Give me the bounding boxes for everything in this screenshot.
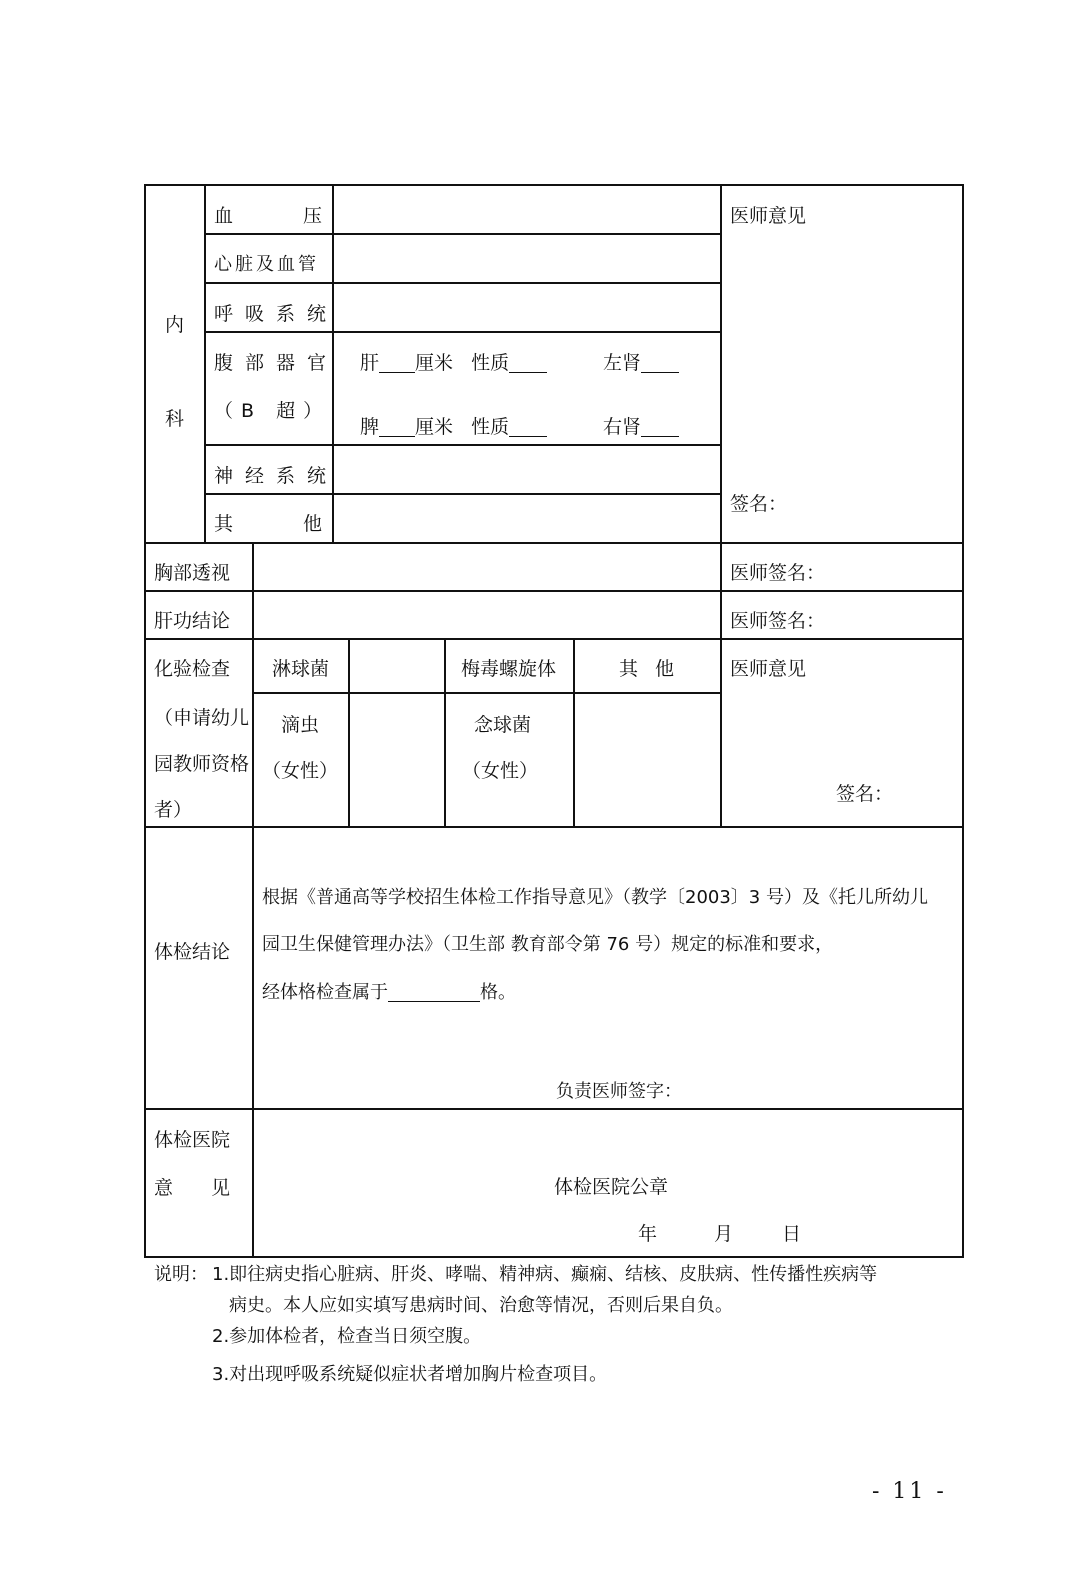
row-label-respiratory: 呼吸系统	[214, 303, 339, 325]
lab-syphilis: 梅毒螺旋体	[461, 658, 557, 680]
row-line	[204, 282, 720, 284]
conclusion-line1: 根据《普通高等学校招生体检工作指导意见》（教学〔2003〕3 号）及《托儿所幼儿	[262, 887, 928, 908]
col-line	[720, 184, 722, 826]
row-label-heart: 心脏及血管	[214, 254, 319, 275]
lab-trichomonas-female: （女性）	[262, 760, 339, 782]
col-line	[573, 638, 575, 826]
lab-candida: 念球菌	[474, 714, 532, 736]
lab-label-line2: （申请幼儿	[154, 707, 250, 729]
lab-other-b: 他	[655, 658, 675, 680]
row-label-other-b: 他	[303, 513, 323, 535]
lab-label-line3: 园教师资格	[154, 753, 250, 775]
neike-sign-label: 签名：	[730, 493, 788, 515]
hospital-label-line1: 体检医院	[154, 1129, 231, 1151]
row-line	[252, 692, 720, 694]
date-year: 年	[638, 1223, 658, 1245]
row-line	[204, 444, 720, 446]
liver-function-label: 肝功结论	[154, 610, 231, 632]
spleen-field: 脾 厘米 性质	[360, 418, 547, 437]
lab-sign-label: 签名：	[836, 783, 894, 805]
col-line	[204, 184, 206, 542]
col-line	[252, 542, 254, 1258]
neike-opinion-label: 医师意见	[730, 205, 807, 227]
row-label-nervous: 神经系统	[214, 465, 339, 487]
row-label-abdomen-b-ultrasound: （B 超）	[214, 400, 331, 422]
row-line	[204, 233, 720, 235]
row-line	[144, 542, 964, 544]
row-line	[144, 590, 964, 592]
grade-blank[interactable]	[388, 983, 480, 1002]
notes-item3: 3.对出现呼吸系统疑似症状者增加胸片检查项目。	[212, 1364, 608, 1385]
notes-item1-line1: 1.即往病史指心脏病、肝炎、哮喘、精神病、癫痫、结核、皮肤病、性传播性疾病等	[212, 1264, 878, 1285]
conclusion-line2: 园卫生保健管理办法》（卫生部 教育部令第 76 号）规定的标准和要求，	[262, 934, 834, 955]
dept-label-nei: 内	[165, 314, 185, 336]
doctor-sign-label: 负责医师签字：	[556, 1081, 682, 1102]
left-kidney-field: 左肾	[603, 354, 679, 373]
lab-trichomonas: 滴虫	[281, 714, 320, 736]
hospital-label-line2-a: 意	[154, 1177, 174, 1199]
lab-opinion-label: 医师意见	[730, 658, 807, 680]
date-day: 日	[782, 1223, 802, 1245]
row-line	[144, 826, 964, 828]
page-number: - 11 -	[872, 1479, 947, 1504]
lab-gonococcus: 淋球菌	[272, 658, 330, 680]
row-line	[204, 331, 720, 333]
chest-xray-label: 胸部透视	[154, 562, 231, 584]
form-table	[144, 184, 964, 1258]
hospital-label-line2-b: 见	[211, 1177, 231, 1199]
date-month: 月	[714, 1223, 734, 1245]
hospital-seal: 体检医院公章	[554, 1176, 669, 1198]
row-label-abdomen: 腹部器官	[214, 352, 339, 374]
row-label-other-a: 其	[214, 513, 234, 535]
lab-other-a: 其	[619, 658, 639, 680]
col-line	[444, 638, 446, 826]
row-line	[204, 493, 720, 495]
lab-candida-female: （女性）	[462, 760, 539, 782]
conclusion-label: 体检结论	[154, 941, 231, 963]
row-line	[144, 638, 964, 640]
right-kidney-field: 右肾	[603, 418, 679, 437]
dept-label-ke: 科	[165, 408, 185, 430]
row-label-blood-pressure-b: 压	[303, 205, 323, 227]
row-label-blood-pressure-a: 血	[214, 205, 234, 227]
lab-label-line1: 化验检查	[154, 658, 231, 680]
lab-label-line4: 者）	[154, 799, 193, 821]
chest-xray-sign: 医师签名：	[730, 562, 826, 584]
conclusion-line3: 经体格检查属于 格。	[262, 982, 516, 1003]
notes-item2: 2.参加体检者，检查当日须空腹。	[212, 1326, 482, 1347]
notes-prefix: 说明：	[154, 1264, 208, 1285]
row-line	[144, 1108, 964, 1110]
notes-item1-line2: 病史。本人应如实填写患病时间、治愈等情况，否则后果自负。	[229, 1295, 733, 1316]
liver-field: 肝 厘米 性质	[360, 354, 547, 373]
col-line	[348, 638, 350, 826]
liver-function-sign: 医师签名：	[730, 610, 826, 632]
